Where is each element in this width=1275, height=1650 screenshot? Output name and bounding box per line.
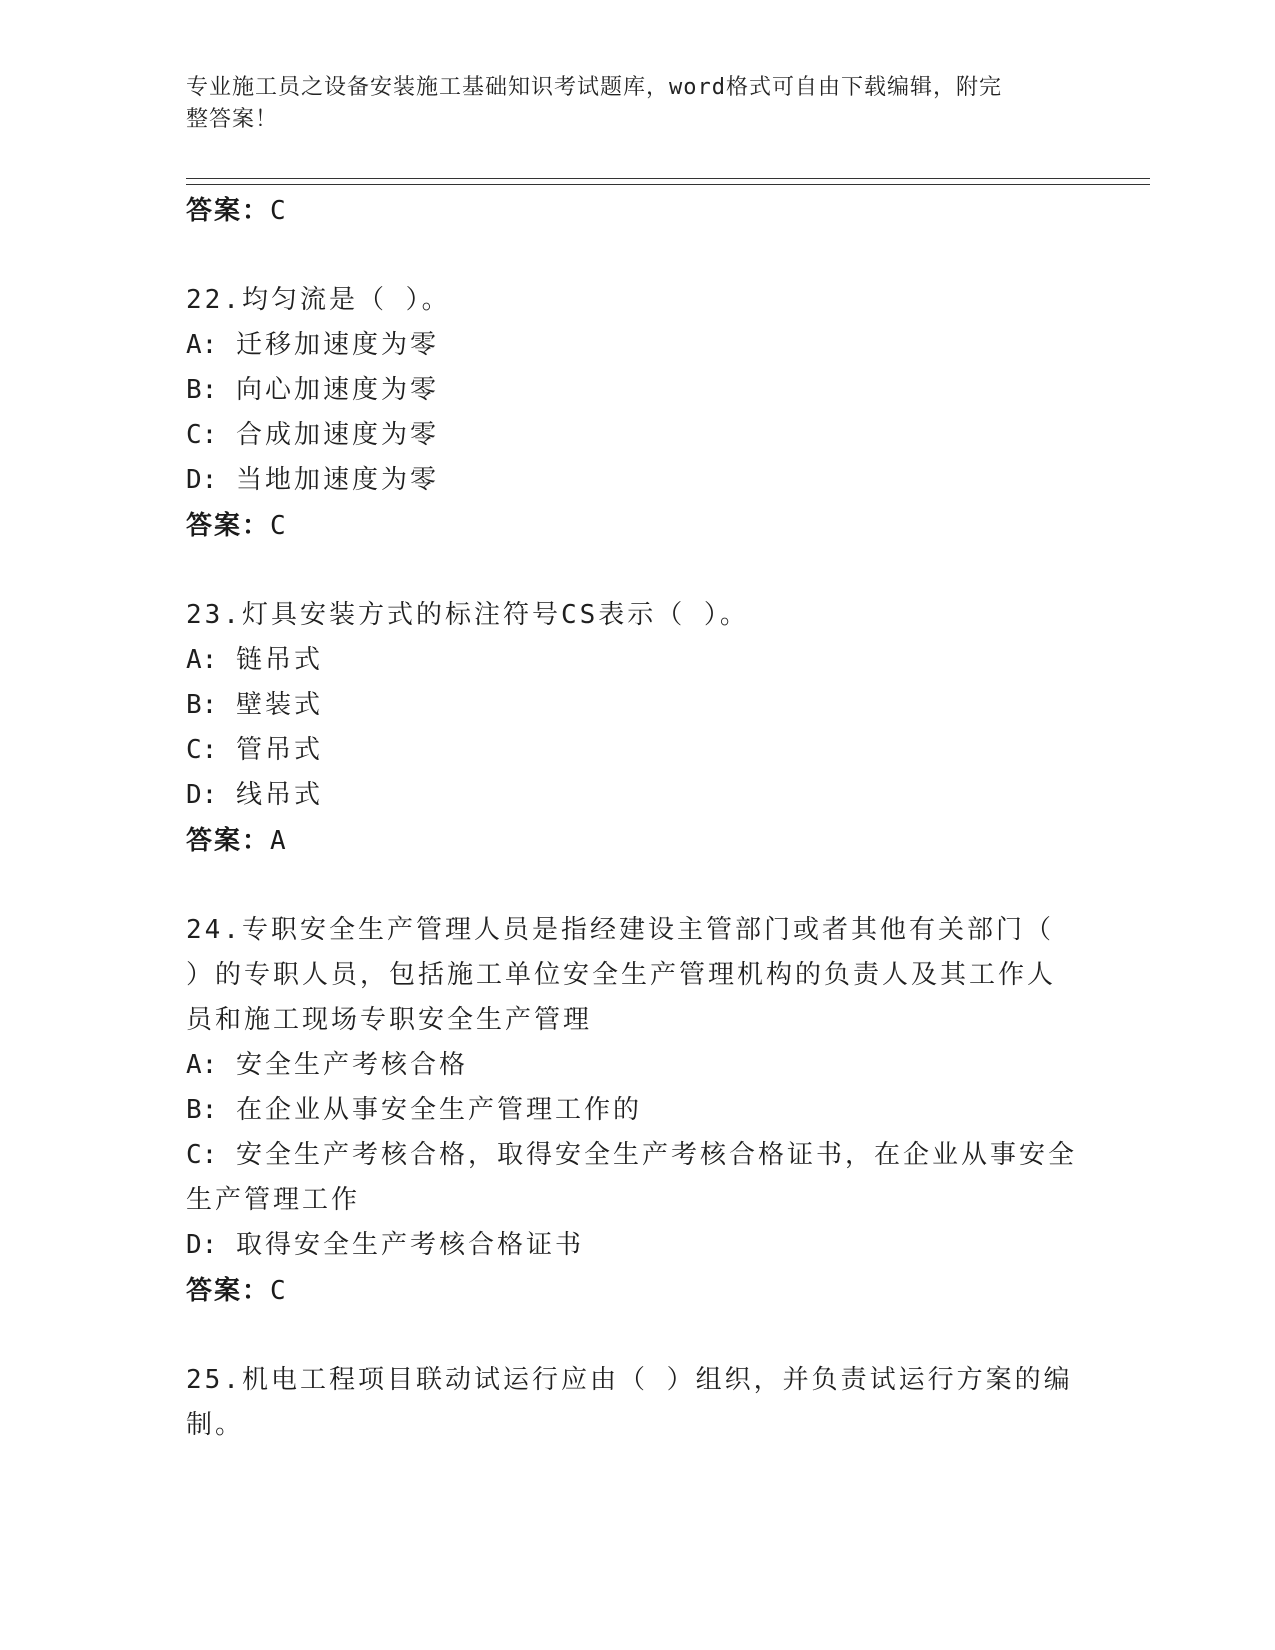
option-text: 线吊式 (235, 780, 323, 810)
answer-q22 (186, 503, 1086, 549)
option-text: 管吊式 (235, 735, 323, 765)
option-key: C: (186, 735, 218, 765)
option-key: D: (186, 1230, 218, 1260)
header-line-1: 专业施工员之设备安装施工基础知识考试题库，word格式可自由下载编辑，附完 (186, 75, 1002, 100)
header-divider-top (186, 178, 1150, 179)
answer-q24 (186, 1268, 1086, 1314)
option-b (186, 1088, 1086, 1133)
question-list (186, 188, 1086, 1448)
question-text: 22.均匀流是（ ）。 (186, 285, 451, 315)
question-text-line-2: 制。 (186, 1410, 245, 1440)
option-c-continued: 生产管理工作 (186, 1185, 361, 1215)
option-key: D: (186, 465, 218, 495)
answer-value: C (270, 1276, 286, 1306)
option-c (186, 728, 1086, 773)
option-key: C: (186, 1140, 218, 1170)
question-text-line-3: 员和施工现场专职安全生产管理 (186, 1005, 593, 1035)
option-text: 向心加速度为零 (235, 375, 439, 405)
option-a (186, 638, 1086, 683)
answer-label: 答案： (186, 196, 271, 226)
answer-q21 (186, 188, 1086, 234)
option-text: 在企业从事安全生产管理工作的 (235, 1095, 642, 1125)
answer-label: 答案： (186, 511, 271, 541)
option-key: B: (186, 1095, 218, 1125)
option-text: 迁移加速度为零 (235, 330, 439, 360)
option-text: 取得安全生产考核合格证书 (235, 1230, 584, 1260)
answer-value: C (270, 196, 286, 226)
option-key: B: (186, 375, 218, 405)
option-key: A: (186, 1050, 218, 1080)
question-text: 23.灯具安装方式的标注符号CS表示（ ）。 (186, 600, 749, 630)
option-text: 当地加速度为零 (235, 465, 439, 495)
option-key: B: (186, 690, 218, 720)
question-text-line-2: ）的专职人员，包括施工单位安全生产管理机构的负责人及其工作人 (186, 960, 1057, 990)
option-key: C: (186, 420, 218, 450)
option-d (186, 458, 1086, 503)
header-divider-bottom (186, 184, 1150, 185)
option-key: A: (186, 645, 218, 675)
option-b (186, 683, 1086, 728)
option-key: D: (186, 780, 218, 810)
option-d (186, 773, 1086, 818)
answer-label: 答案： (186, 1276, 271, 1306)
option-text: 合成加速度为零 (235, 420, 439, 450)
option-text: 壁装式 (235, 690, 323, 720)
question-24 (186, 908, 1086, 1314)
document-header (186, 72, 1066, 136)
question-22 (186, 278, 1086, 549)
header-line-2: 整答案！ (186, 107, 279, 132)
option-a (186, 323, 1086, 368)
question-25 (186, 1358, 1086, 1448)
answer-q23 (186, 818, 1086, 864)
option-c (186, 413, 1086, 458)
option-text: 安全生产考核合格 (235, 1050, 468, 1080)
answer-label: 答案： (186, 826, 271, 856)
option-text: 安全生产考核合格，取得安全生产考核合格证书，在企业从事安全 (235, 1140, 1077, 1170)
option-a (186, 1043, 1086, 1088)
option-c (186, 1133, 1086, 1178)
option-text: 链吊式 (235, 645, 323, 675)
question-23 (186, 593, 1086, 864)
option-d (186, 1223, 1086, 1268)
option-b (186, 368, 1086, 413)
option-key: A: (186, 330, 218, 360)
question-text-line-1: 25.机电工程项目联动试运行应由（ ）组织，并负责试运行方案的编 (186, 1365, 1073, 1395)
answer-value: C (270, 511, 286, 541)
answer-value: A (270, 826, 286, 856)
question-text-line-1: 24.专职安全生产管理人员是指经建设主管部门或者其他有关部门（ (186, 915, 1054, 945)
